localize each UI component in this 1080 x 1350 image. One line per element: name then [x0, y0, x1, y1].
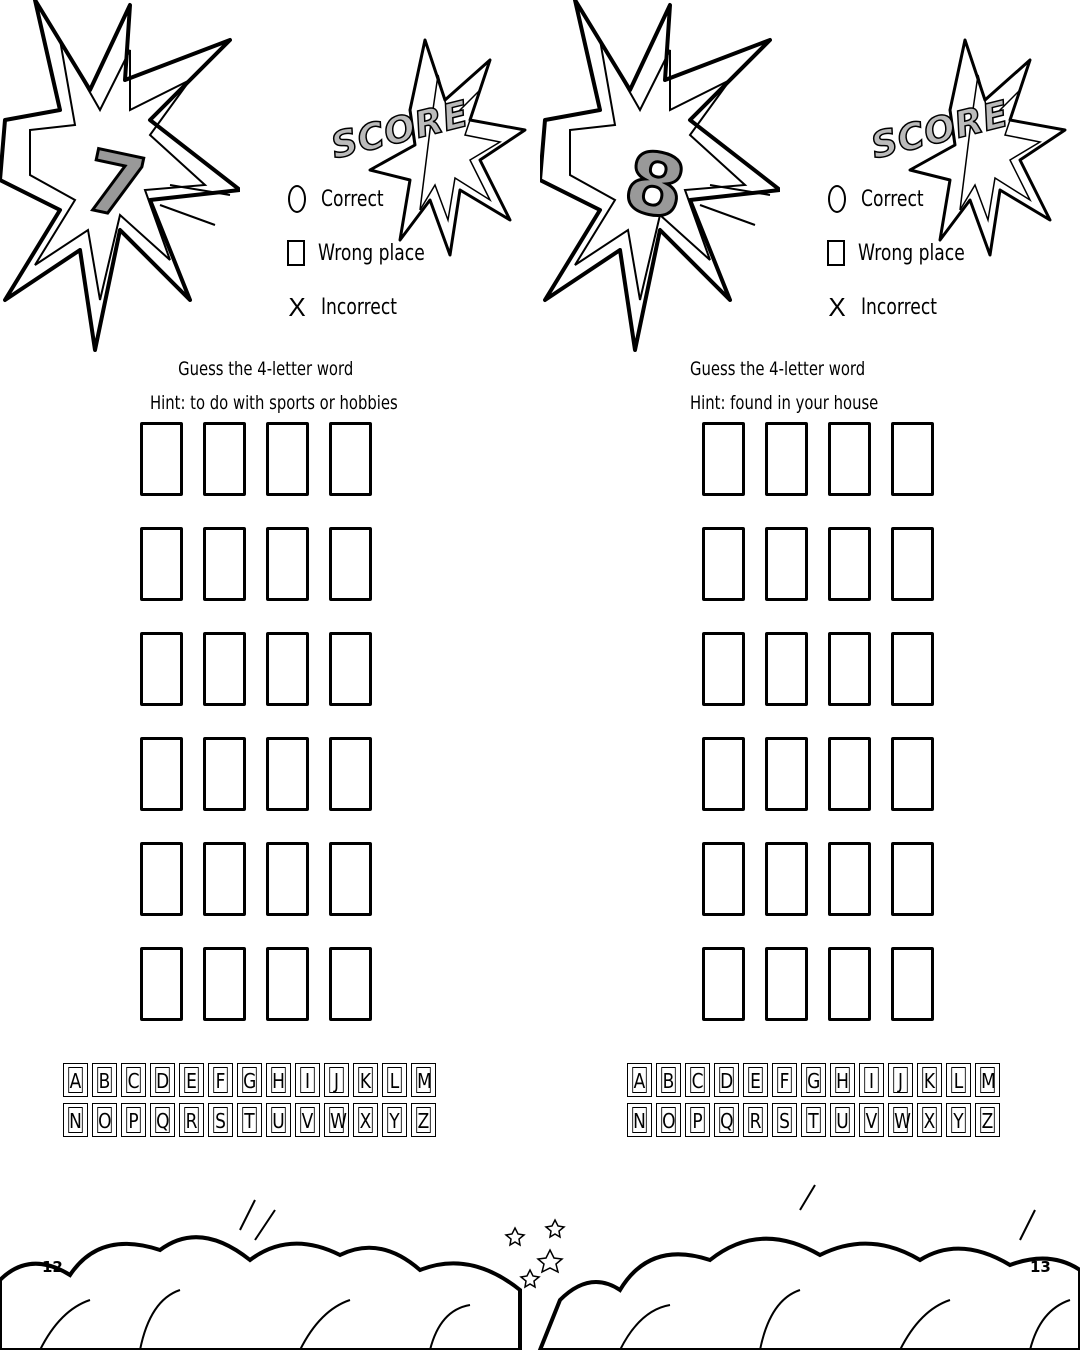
- letter-cell[interactable]: [765, 527, 808, 601]
- letter-tile[interactable]: C: [121, 1063, 146, 1097]
- letter-cell[interactable]: [891, 527, 934, 601]
- letter-cell[interactable]: [765, 737, 808, 811]
- letter-cell[interactable]: [702, 947, 745, 1021]
- letter-cell[interactable]: [203, 422, 246, 496]
- page-right: [540, 0, 1080, 1350]
- letter-cell[interactable]: [329, 527, 372, 601]
- letter-cell[interactable]: [266, 527, 309, 601]
- letter-tile[interactable]: M: [975, 1063, 1000, 1097]
- letter-tile[interactable]: S: [208, 1103, 233, 1137]
- letter-tile[interactable]: A: [627, 1063, 652, 1097]
- alphabet-row: [627, 1063, 1004, 1103]
- letter-cell[interactable]: [702, 632, 745, 706]
- page-number: 13: [1030, 1258, 1051, 1276]
- letter-cell[interactable]: [891, 842, 934, 916]
- letter-cell[interactable]: [891, 422, 934, 496]
- letter-tile[interactable]: X: [917, 1103, 942, 1137]
- letter-cell[interactable]: [203, 527, 246, 601]
- letter-tile[interactable]: E: [179, 1063, 204, 1097]
- guess-row: [140, 422, 392, 527]
- letter-tile[interactable]: S: [772, 1103, 797, 1137]
- letter-tile[interactable]: D: [714, 1063, 739, 1097]
- alphabet-tracker: [63, 1063, 440, 1143]
- letter-tile[interactable]: N: [627, 1103, 652, 1137]
- letter-cell[interactable]: [266, 422, 309, 496]
- letter-cell[interactable]: [329, 632, 372, 706]
- letter-cell[interactable]: [140, 842, 183, 916]
- guess-row: [702, 527, 954, 632]
- legend-wrong-place: [285, 226, 455, 280]
- letter-tile[interactable]: G: [237, 1063, 262, 1097]
- letter-tile[interactable]: K: [353, 1063, 378, 1097]
- x-icon: X: [828, 291, 846, 322]
- guess-row: [140, 632, 392, 737]
- letter-cell[interactable]: [702, 737, 745, 811]
- letter-cell[interactable]: [203, 842, 246, 916]
- letter-cell[interactable]: [702, 527, 745, 601]
- legend-wrong-place: [825, 226, 995, 280]
- letter-tile[interactable]: H: [266, 1063, 291, 1097]
- circle-icon: [825, 185, 849, 213]
- letter-cell[interactable]: [329, 947, 372, 1021]
- guess-row: [702, 947, 954, 1052]
- letter-cell[interactable]: [891, 632, 934, 706]
- letter-tile[interactable]: C: [685, 1063, 710, 1097]
- legend-label: Correct: [321, 186, 384, 212]
- letter-tile[interactable]: V: [859, 1103, 884, 1137]
- letter-tile[interactable]: V: [295, 1103, 320, 1137]
- letter-tile[interactable]: Y: [382, 1103, 407, 1137]
- letter-tile[interactable]: A: [63, 1063, 88, 1097]
- legend-incorrect: [825, 280, 995, 334]
- legend-label: Incorrect: [321, 294, 398, 320]
- cloud-footer-decoration: [0, 1180, 1080, 1350]
- letter-tile[interactable]: O: [92, 1103, 117, 1137]
- letter-tile[interactable]: Y: [946, 1103, 971, 1137]
- legend-incorrect: [285, 280, 455, 334]
- hint-text: Hint: found in your house: [690, 392, 879, 414]
- guess-row: [140, 947, 392, 1052]
- letter-cell[interactable]: [329, 422, 372, 496]
- letter-cell[interactable]: [891, 947, 934, 1021]
- letter-tile[interactable]: W: [888, 1103, 913, 1137]
- square-icon: [825, 239, 846, 267]
- letter-tile[interactable]: E: [743, 1063, 768, 1097]
- letter-tile[interactable]: I: [295, 1063, 320, 1097]
- legend-correct: [825, 172, 995, 226]
- letter-tile[interactable]: T: [801, 1103, 826, 1137]
- letter-tile[interactable]: G: [801, 1063, 826, 1097]
- letter-tile[interactable]: Z: [975, 1103, 1000, 1137]
- guess-grid: [702, 422, 954, 1052]
- letter-cell[interactable]: [765, 842, 808, 916]
- letter-tile[interactable]: P: [685, 1103, 710, 1137]
- alphabet-row: [63, 1063, 440, 1103]
- letter-tile[interactable]: X: [353, 1103, 378, 1137]
- alphabet-row: [63, 1103, 440, 1143]
- puzzle-number: 8: [616, 130, 694, 240]
- guess-row: [140, 737, 392, 842]
- letter-cell[interactable]: [765, 632, 808, 706]
- letter-cell[interactable]: [266, 842, 309, 916]
- letter-tile[interactable]: K: [917, 1063, 942, 1097]
- letter-tile[interactable]: Z: [411, 1103, 436, 1137]
- letter-cell[interactable]: [140, 947, 183, 1021]
- letter-cell[interactable]: [203, 947, 246, 1021]
- letter-cell[interactable]: [702, 422, 745, 496]
- legend-label: Wrong place: [318, 240, 425, 266]
- guess-row: [702, 422, 954, 527]
- letter-tile[interactable]: D: [150, 1063, 175, 1097]
- letter-cell[interactable]: [828, 422, 871, 496]
- letter-cell[interactable]: [266, 947, 309, 1021]
- letter-cell[interactable]: [203, 632, 246, 706]
- letter-cell[interactable]: [828, 527, 871, 601]
- square-icon: [285, 239, 306, 267]
- letter-tile[interactable]: O: [656, 1103, 681, 1137]
- guess-row: [140, 527, 392, 632]
- puzzle-prompt: [690, 352, 950, 420]
- score-title: SCORE: [867, 93, 1014, 168]
- guess-row: [702, 737, 954, 842]
- letter-tile[interactable]: R: [179, 1103, 204, 1137]
- guess-grid: [140, 422, 392, 1052]
- letter-tile[interactable]: U: [830, 1103, 855, 1137]
- letter-tile[interactable]: M: [411, 1063, 436, 1097]
- legend-label: Incorrect: [861, 294, 938, 320]
- letter-cell[interactable]: [266, 632, 309, 706]
- letter-tile[interactable]: H: [830, 1063, 855, 1097]
- circle-icon: [285, 185, 309, 213]
- instruction-text: Guess the 4-letter word: [178, 358, 354, 380]
- alphabet-row: [627, 1103, 1004, 1143]
- letter-cell[interactable]: [266, 737, 309, 811]
- letter-cell[interactable]: [140, 527, 183, 601]
- letter-cell[interactable]: [329, 737, 372, 811]
- letter-tile[interactable]: J: [324, 1063, 349, 1097]
- letter-cell[interactable]: [140, 737, 183, 811]
- letter-cell[interactable]: [828, 842, 871, 916]
- letter-cell[interactable]: [140, 632, 183, 706]
- letter-cell[interactable]: [828, 737, 871, 811]
- letter-tile[interactable]: J: [888, 1063, 913, 1097]
- letter-tile[interactable]: L: [382, 1063, 407, 1097]
- letter-tile[interactable]: L: [946, 1063, 971, 1097]
- letter-tile[interactable]: W: [324, 1103, 349, 1137]
- guess-row: [140, 842, 392, 947]
- legend-label: Wrong place: [858, 240, 965, 266]
- hint-text: Hint: to do with sports or hobbies: [150, 392, 398, 414]
- letter-tile[interactable]: B: [92, 1063, 117, 1097]
- letter-tile[interactable]: B: [656, 1063, 681, 1097]
- letter-cell[interactable]: [140, 422, 183, 496]
- letter-tile[interactable]: F: [208, 1063, 233, 1097]
- letter-cell[interactable]: [891, 737, 934, 811]
- guess-row: [702, 842, 954, 947]
- guess-row: [702, 632, 954, 737]
- letter-tile[interactable]: R: [743, 1103, 768, 1137]
- letter-tile[interactable]: I: [859, 1063, 884, 1097]
- score-legend: [825, 172, 995, 334]
- legend-correct: [285, 172, 455, 226]
- legend-label: Correct: [861, 186, 924, 212]
- letter-cell[interactable]: [765, 422, 808, 496]
- letter-tile[interactable]: Q: [150, 1103, 175, 1137]
- alphabet-tracker: [627, 1063, 1004, 1143]
- letter-tile[interactable]: U: [266, 1103, 291, 1137]
- score-legend: [285, 172, 455, 334]
- instruction-text: Guess the 4-letter word: [690, 358, 866, 380]
- letter-tile[interactable]: F: [772, 1063, 797, 1097]
- letter-tile[interactable]: T: [237, 1103, 262, 1137]
- letter-tile[interactable]: Q: [714, 1103, 739, 1137]
- page-number: 12: [42, 1258, 63, 1276]
- puzzle-prompt: [150, 352, 410, 420]
- puzzle-number: 7: [76, 130, 154, 240]
- score-title: SCORE: [327, 93, 474, 168]
- letter-cell[interactable]: [828, 632, 871, 706]
- letter-cell[interactable]: [329, 842, 372, 916]
- letter-cell[interactable]: [828, 947, 871, 1021]
- letter-cell[interactable]: [203, 737, 246, 811]
- letter-cell[interactable]: [702, 842, 745, 916]
- letter-tile[interactable]: N: [63, 1103, 88, 1137]
- x-icon: X: [288, 291, 306, 322]
- letter-tile[interactable]: P: [121, 1103, 146, 1137]
- letter-cell[interactable]: [765, 947, 808, 1021]
